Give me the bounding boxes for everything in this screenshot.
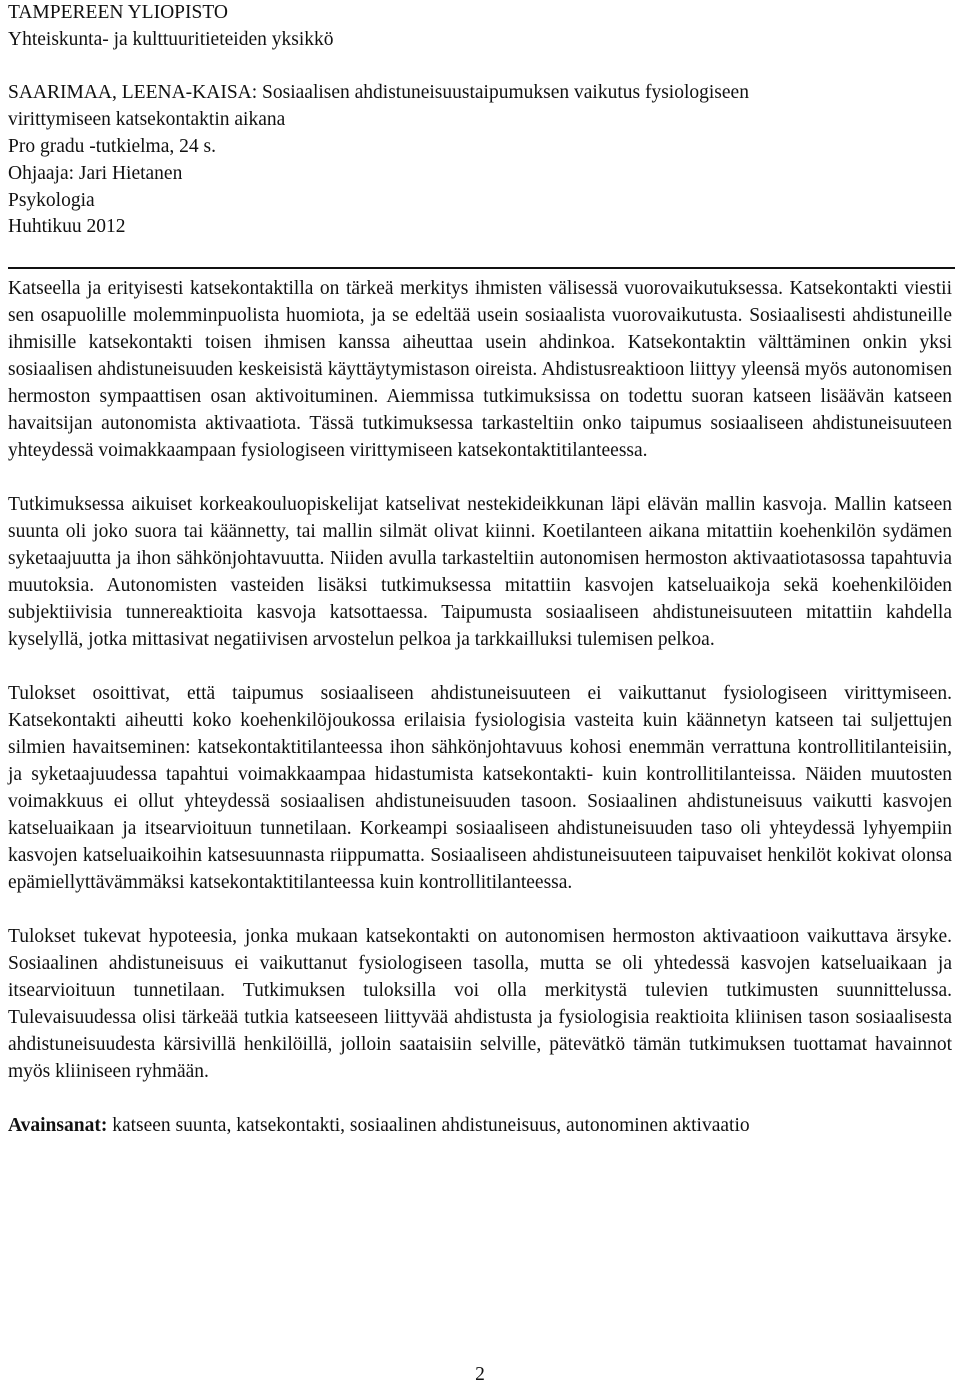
- header-spacer: [8, 54, 952, 81]
- keywords-value: katseen suunta, katsekontakti, sosiaalinen ahdistuneisuus, autonominen aktivaatio: [107, 1115, 750, 1136]
- document-header: [8, 0, 952, 241]
- abstract-body: [8, 275, 952, 1139]
- keywords-label: Avainsanat:: [8, 1115, 108, 1136]
- date: Huhtikuu 2012: [8, 216, 126, 238]
- thesis-title-line-1: SAARIMAA, LEENA-KAISA: Sosiaalisen ahdistuneisuustaipumuksen vaikutus fysiologiseen: [8, 82, 749, 104]
- abstract-paragraph-4: Tulokset tukevat hypoteesia, jonka mukaan katsekontakti on autonomisen hermoston aktivaatioon vaikuttava ärsyke. Sosiaalinen ahdistuneisuus ei vaikuttanut fysiologiseen tasolla, mutta se oli yhtedessä kasvojen katseluaikaan ja itsearvioituun tunnetilaan. Tutkimuksen tuloksilla voi olla merkitystä tulevien tutkimusten suunnittelussa. Tulevaisuudessa olisi tärkeää tutkia katseeseen liittyvää ahdistusta ja fysiologisia reaktioita kliinisen tason sosiaalisesta ahdistuneisuudesta kärsivillä henkilöillä, jolloin saataisiin selville, pätevätkö tämän tutkimuksen tuottamat havainnot myös kliiniseen ryhmään.: [8, 926, 952, 1082]
- paragraph-gap: [8, 896, 952, 923]
- keywords: [8, 1112, 952, 1139]
- supervisor: Ohjaaja: Jari Hietanen: [8, 162, 183, 184]
- paragraph-gap: [8, 653, 952, 680]
- paragraph-gap: [8, 1085, 952, 1112]
- header-divider: [8, 267, 955, 269]
- thesis-type: Pro gradu -tutkielma, 24 s.: [8, 135, 216, 157]
- thesis-title-line-2: virittymiseen katsekontaktin aikana: [8, 109, 286, 131]
- abstract-paragraph-2: Tutkimuksessa aikuiset korkeakouluopiskelijat katselivat nestekideikkunan läpi elävän mallin kasvoja. Mallin katseen suunta oli joko suora tai käännetty, tai mallin silmät olivat kiinni. Koetilanteen aikana mitattiin koehenkilön sydämen syketaajuutta ja ihon sähkönjohtavuutta. Niiden avulla tarkasteltiin autonomisen hermoston aktivaatiotasossa tapahtuvia muutoksia. Autonomisten vasteiden lisäksi tutkimuksessa mitattiin kasvojen katseluaikoja sekä koehenkilöiden subjektiivisia tunnereaktioita kasvoja katsottaessa. Taipumusta sosiaaliseen ahdistuneisuuteen mitattiin kahdella kyselyllä, jotka mittasivat negatiivisen arvostelun pelkoa ja tarkkailluksi tulemisen pelkoa.: [8, 494, 952, 650]
- abstract-paragraph-3: Tulokset osoittivat, että taipumus sosiaaliseen ahdistuneisuuteen ei vaikuttanut fysiologiseen virittymiseen. Katsekontakti aiheutti koko koehenkilöjoukossa erilaisia fysiologisia vasteita kuin käännetyn katseen tai suljettujen silmien havaitseminen: katsekontaktitilanteessa ihon sähkönjohtavuus kohosi enemmän verrattuna kontrollitilanteisiin, ja syketaajuudessa tapahtui voimakkaampaa hidastumista katsekontakti- kuin kontrollitilanteissa. Näiden muutosten voimakkuus ei ollut yhteydessä sosiaalisen ahdistuneisuuden tasoon. Sosiaalinen ahdistuneisuus vaikutti kasvojen katseluaikaan ja itsearvioituun tunnetilaan. Korkeampi sosiaaliseen ahdistuneisuuden taso oli yhteydessä lyhyempiin kasvojen katseluaikoihin katsesuunnasta riippumatta. Sosiaaliseen ahdistuneisuuteen taipuvaiset henkilöt kokivat olonsa epämiellyttävämmäksi katsekontaktitilanteessa kuin kontrollitilanteessa.: [8, 683, 952, 893]
- paragraph-gap: [8, 464, 952, 491]
- abstract-paragraph-1: Katseella ja erityisesti katsekontaktilla on tärkeä merkitys ihmisten välisessä vuorovaikutuksessa. Katsekontakti viestii sen osapuolille molemminpuolista huomiota, ja se edeltää usein sosiaalista vuorovaikutusta. Sosiaalisesti ahdistuneille ihmisille katsekontakti toisen ihmisen kanssa aiheuttaa usein ahdinkoa. Katsekontaktin välttäminen onkin yksi sosiaalisen ahdistuneisuuden keskeisistä käyttäytymistason oireista. Ahdistusreaktioon liittyy yleensä myös autonomisen hermoston sympaattisen osan aktivoituminen. Aiemmissa tutkimuksissa on todettu suoran katseen lisäävän katseen havaitsijan autonomista aktivaatiota. Tässä tutkimuksessa tarkasteltiin onko taipumus sosiaaliseen ahdistuneisuuteen yhteydessä voimakkaampaan fysiologiseen virittymiseen katsekontaktitilanteessa.: [8, 278, 952, 461]
- subject: Psykologia: [8, 189, 95, 211]
- page-number: 2: [475, 1364, 485, 1385]
- faculty-unit: Yhteiskunta- ja kulttuuritieteiden yksikkö: [8, 28, 334, 50]
- university-name: TAMPEREEN YLIOPISTO: [8, 2, 228, 23]
